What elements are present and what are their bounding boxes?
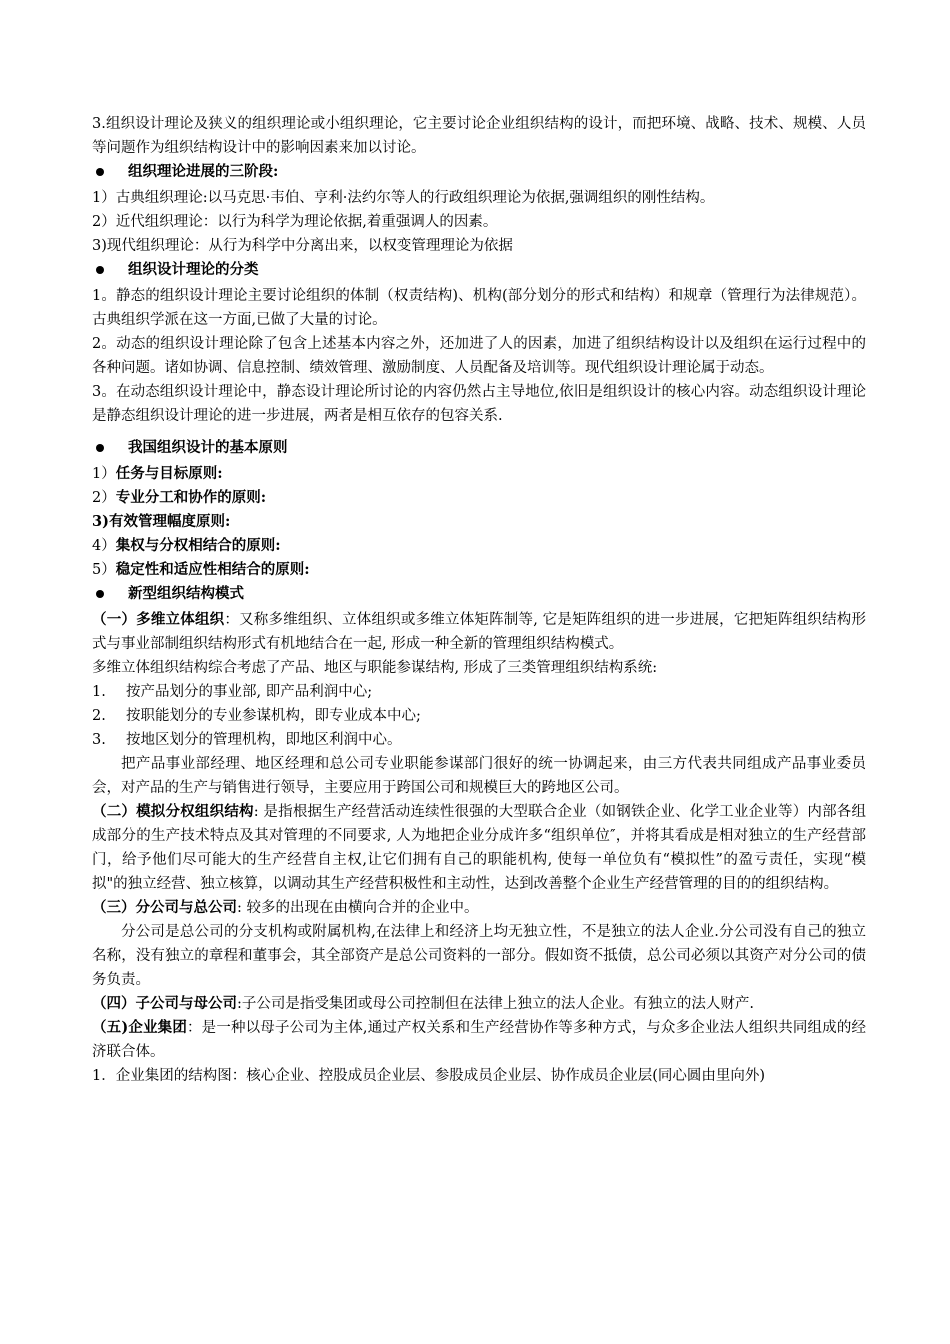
model-3-body: 分公司是总公司的分支机构或附属机构,在法律上和经济上均无独立性，不是独立的法人企业.分公司没有自己的独立名称，没有独立的章程和董事会，其全部资产是总公司资料的一部分。假如资不抵债，总公司必须以其资产对分公司的债务负责。 (92, 924, 866, 988)
class-2: 2。动态的组织设计理论除了包含上述基本内容之外，还加进了人的因素，加进了组织结构设计以及组织在运行过程中的各种问题。诸如协调、信息控制、绩效管理、激励制度、人员配备及培训等。现代组织设计理论属于动态。 (92, 336, 866, 376)
principle-2: 2）专业分工和协作的原则: (92, 489, 267, 506)
heading-three-stages (92, 160, 866, 184)
model-1-list-3: 3. 按地区划分的管理机构，即地区利润中心。 (92, 732, 402, 748)
principle-4: 4）集权与分权相结合的原则: (92, 537, 281, 554)
heading-new-models (92, 582, 866, 606)
bullet-icon (96, 590, 104, 598)
heading-text: 新型组织结构模式 (128, 585, 244, 602)
model-5-item-1: 1．企业集团的结构图：核心企业、控股成员企业层、参股成员企业层、协作成员企业层(同心圆由里向外) (92, 1068, 766, 1084)
stage-3: 3)现代组织理论：从行为科学中分离出来，以权变管理理论为依据 (92, 238, 513, 254)
heading-classification (92, 258, 866, 282)
model-3: （三）分公司与总公司: 较多的出现在由横向合并的企业中。 (92, 899, 479, 916)
stage-1: 1）古典组织理论:以马克思·韦伯、亨利·法约尔等人的行政组织理论为依据,强调组织的刚性结构。 (92, 190, 715, 206)
class-1: 1。静态的组织设计理论主要讨论组织的体制（权责结构)、机构(部分划分的形式和结构）和规章（管理行为法律规范）。古典组织学派在这一方面,已做了大量的讨论。 (92, 288, 866, 328)
principle-3: 3)有效管理幅度原则: (92, 513, 231, 530)
document-body (92, 112, 866, 1088)
paragraph-intro: 3.组织设计理论及狭义的组织理论或小组织理论，它主要讨论企业组织结构的设计，而把环境、战略、技术、规模、人员等问题作为组织结构设计中的影响因素来加以讨论。 (92, 116, 866, 156)
bullet-icon (96, 444, 104, 452)
heading-text: 组织设计理论的分类 (128, 261, 259, 278)
class-3: 3。在动态组织设计理论中，静态设计理论所讨论的内容仍然占主导地位,依旧是组织设计的核心内容。动态组织设计理论是静态组织设计理论的进一步进展，两者是相互依存的包容关系. (92, 384, 866, 424)
heading-principles (92, 436, 866, 460)
model-4: （四）子公司与母公司:子公司是指受集团或母公司控制但在法律上独立的法人企业。有独立的法人财产. (92, 995, 754, 1012)
principle-1: 1）任务与目标原则: (92, 465, 223, 482)
model-1-list-2: 2. 按职能划分的专业参谋机构，即专业成本中心; (92, 708, 421, 724)
stage-2: 2）近代组织理论：以行为科学为理论依据,着重强调人的因素。 (92, 214, 498, 230)
model-1-sub: 多维立体组织结构综合考虑了产品、地区与职能参谋结构, 形成了三类管理组织结构系统: (92, 660, 658, 676)
bullet-icon (96, 168, 104, 176)
bullet-icon (96, 266, 104, 274)
model-5: （五)企业集团：是一种以母子公司为主体,通过产权关系和生产经营协作等多种方式，与众多企业法人组织共同组成的经济联合体。 (92, 1019, 866, 1060)
heading-text: 我国组织设计的基本原则 (128, 439, 288, 456)
model-1-list-1: 1. 按产品划分的事业部, 即产品利润中心; (92, 684, 373, 700)
heading-text: 组织理论进展的三阶段: (128, 163, 279, 180)
principle-5: 5）稳定性和适应性相结合的原则: (92, 561, 310, 578)
model-1: （一）多维立体组织：又称多维组织、立体组织或多维立体矩阵制等, 它是矩阵组织的进一步进展，它把矩阵组织结构形式与事业部制组织结构形式有机地结合在一起, 形成一种全新的管理组织结构模式。 (92, 611, 867, 652)
model-2: （二）模拟分权组织结构: 是指根据生产经营活动连续性很强的大型联合企业（如钢铁企业、化学工业企业等）内部各组成部分的生产技术特点及其对管理的不同要求, 人为地把企业分成许多“组织单位″，并将其看成是相对独立的生产经营部门，给予他们尽可能大的生产经营自主权,让它们拥有自己的职能机构, 使每一单位负有“模拟性”的盈亏责任，实现“模拟"的独立经营、独立核算，以调动其生产经营积极性和主动性，达到改善整个企业生产经营管理的目的的组织结构。 (92, 803, 867, 892)
model-1-end: 把产品事业部经理、地区经理和总公司专业职能参谋部门很好的统一协调起来，由三方代表共同组成产品事业委员会，对产品的生产与销售进行领导，主要应用于跨国公司和规模巨大的跨地区公司。 (92, 756, 866, 796)
